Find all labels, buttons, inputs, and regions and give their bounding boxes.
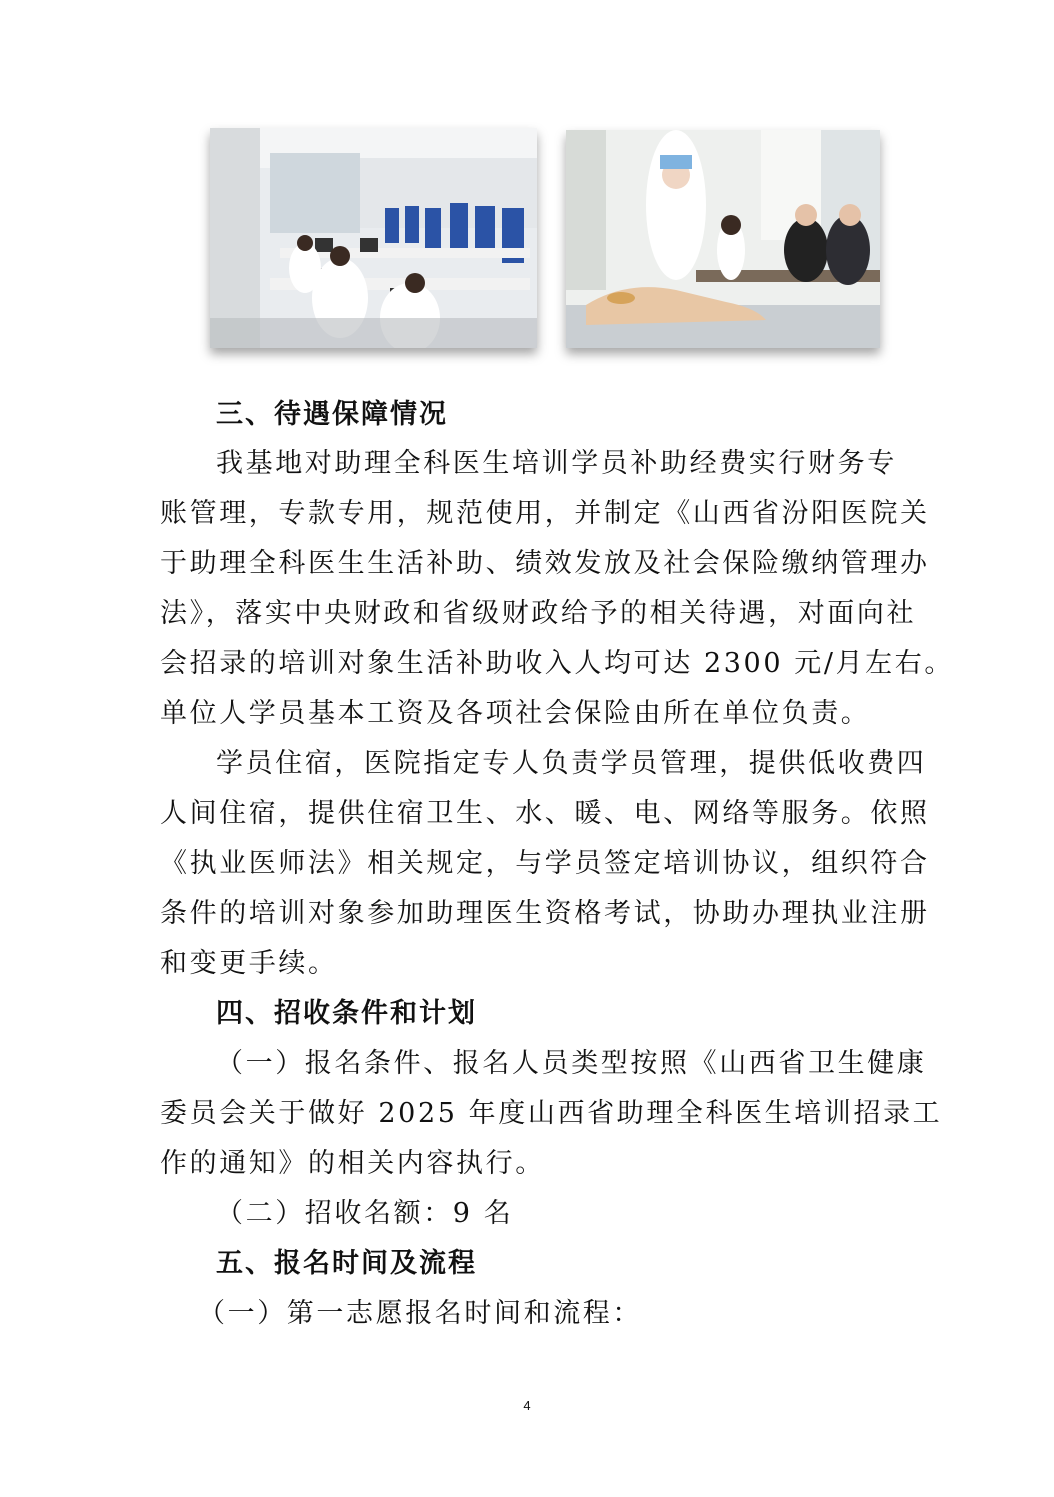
section3-para1-line5: 会招录的培训对象生活补助收入人均可达 2300 元/月左右。 [160,648,954,679]
classroom-photo [210,128,537,348]
clinical-skills-photo [566,130,880,348]
section4-item1-line3: 作的通知》的相关内容执行。 [160,1148,545,1179]
page-number: 4 [523,1398,531,1413]
section5-item1: （一）第一志愿报名时间和流程： [198,1298,642,1329]
section3-para1-line4: 法》，落实中央财政和省级财政给予的相关待遇，对面向社 [160,598,917,629]
section4-item1-line1: （一）报名条件、报名人员类型按照《山西省卫生健康 [216,1048,927,1079]
section4-item1-line2: 委员会关于做好 2025 年度山西省助理全科医生培训招录工 [160,1098,943,1129]
section3-para2-line5: 和变更手续。 [160,948,338,979]
section3-para2-line2: 人间住宿，提供住宿卫生、水、暖、电、网络等服务。依照 [160,798,930,829]
section3-para2-line1: 学员住宿，医院指定专人负责学员管理，提供低收费四 [216,748,927,779]
section3-para2-line4: 条件的培训对象参加助理医生资格考试，协助办理执业注册 [160,898,930,929]
section5-heading: 五、报名时间及流程 [216,1248,477,1279]
section3-para1-line6: 单位人学员基本工资及各项社会保险由所在单位负责。 [160,698,871,729]
section4-item2: （二）招收名额：9 名 [216,1198,514,1229]
section3-para1-line3: 于助理全科医生生活补助、绩效发放及社会保险缴纳管理办 [160,548,930,579]
section3-para1-line2: 账管理，专款专用，规范使用，并制定《山西省汾阳医院关 [160,498,930,529]
section4-heading: 四、招收条件和计划 [216,998,477,1029]
section3-para1-line1: 我基地对助理全科医生培训学员补助经费实行财务专 [216,448,897,479]
section3-heading: 三、待遇保障情况 [216,399,448,430]
section3-para2-line3: 《执业医师法》相关规定，与学员签定培训协议，组织符合 [160,848,930,879]
